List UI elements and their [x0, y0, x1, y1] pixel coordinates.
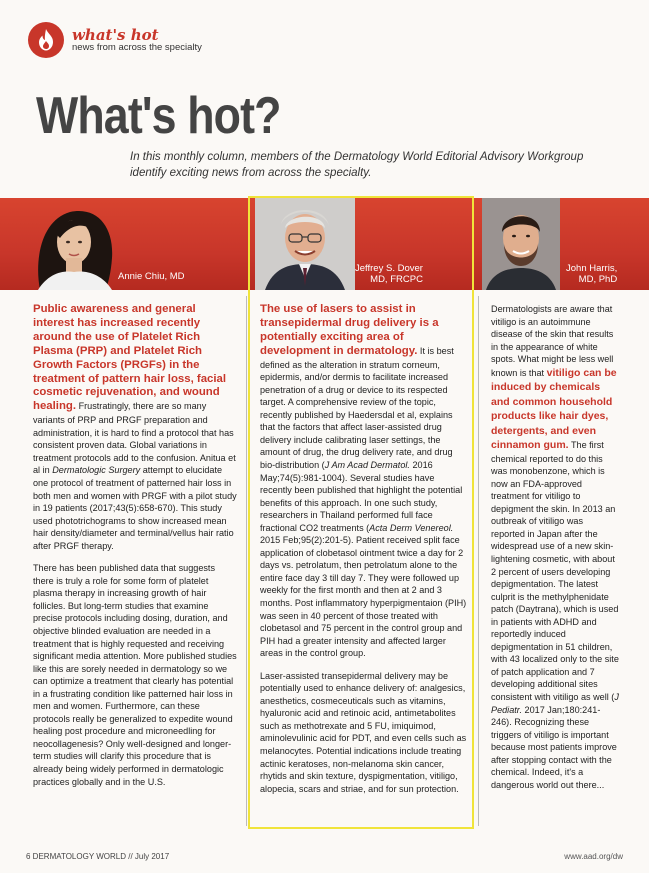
- body-text: 2017 Jan;180:241-246). Recognizing these triggers of vitiligo is important because most patients improve after stopping contact with the chemical. Indeed, it's a dangerous world out there...: [491, 704, 617, 790]
- paragraph: [33, 303, 238, 552]
- body-text: Frustratingly, there are so many variants of PRP and PRGF preparation and administration, it is hard to find a protocol that has consistent proven data. Global variations in treatment protocols add to the confusion. Anitua et al in: [33, 401, 236, 476]
- flame-icon: [28, 22, 64, 58]
- john-harris-portrait: [482, 198, 560, 290]
- contributor-name-annie-chiu: Annie Chiu, MD: [118, 271, 185, 282]
- body-text: 2015 Feb;95(2):201-5). Patient received split face application of clobetasol ointment twice a day for 2 days vs. petrolatum, then petrolatum alone to the entire face day 3 till day 7. They were followed up weekly for the first month and then at 2 and 3 months. Post inflammatory hyperpigmentaion (PIH) was seen in 40 percent of those treated with clobetasol and 75 percent in the control group and PIH had a greater intensity and affected larger areas in the control group.: [260, 535, 467, 659]
- lead-text: The use of lasers to assist in transepidermal drug delivery is a potentially exciting area of development in dermatology.: [260, 303, 439, 357]
- contributor-credentials: MD, FRCPC: [370, 273, 423, 285]
- contributor-name-line1: Jeffrey S. Dover: [355, 263, 423, 274]
- column-john-harris: [491, 303, 619, 801]
- journal-title: Dermatologic Surgery: [52, 465, 141, 476]
- column-divider: [246, 296, 247, 826]
- lead-text: Public awareness and general interest has increased recently around the use of Platelet Rich Plasma (PRP) and Platelet Rich Growth Factors (PRGFs) in the treatment of pattern hair loss, facial cosmetic rejuvenation, and wound healing.: [33, 303, 227, 413]
- footer-url: www.aad.org/dw: [564, 852, 623, 861]
- body-text: The first chemical reported to do this was monobenzone, which is now an FDA-approved treatment for vitiligo to depigment the skin. In 2013 an outbreak of vitiligo was reported in Japan after the widespread use of a new skin-lightening cosmetic, with about 2 percent of users developing depigmentation. The latest culprit is the methylphenidate patch (Daytrana), which is used in patients with ADHD and reportedly induced depigmentation in 51 children, with 43 localized only to the site of patch application and 7 developing additional sites consistent with vitiligo as well (: [491, 440, 619, 703]
- column-annie-chiu: [33, 303, 238, 798]
- body-text: attempt to elucidate one protocol of treatment of patterned hair loss in both men and women with PRGF with a pilot study in 19 patients (2017;43(5):658-670). This study used phototrichograms to show increased mean hair density/diameter and terminal/vellus hair ratio after PRGF therapy.: [33, 465, 237, 551]
- contributors-banner: [0, 198, 649, 290]
- journal-title: J Pediatr.: [491, 692, 619, 715]
- contributor-name-jeffrey-dover: [355, 264, 423, 286]
- section-title: what's hot: [72, 25, 159, 44]
- journal-title: J Am Acad Dermatol.: [324, 460, 410, 470]
- intro-text: In this monthly column, members of the Dermatology World Editorial Advisory Workgroup identify exciting news from across the specialty.: [130, 151, 584, 179]
- paragraph: [491, 303, 619, 791]
- journal-title: Acta Derm Venereol.: [369, 522, 454, 533]
- jeffrey-dover-portrait: [255, 198, 355, 290]
- contributor-name-line1: John Harris,: [566, 263, 618, 274]
- paragraph: [260, 303, 468, 660]
- column-divider: [478, 296, 479, 826]
- section-header: [28, 22, 202, 58]
- body-text: 2016 May;74(5):981-1004). Several studies have recently been published that highlight the potential benefits of this approach. In one such study, researchers in Thailand performed full face fractional CO2 treatments (: [260, 460, 463, 533]
- paragraph: Laser-assisted transepidermal delivery may be potentially used to enhance delivery of: analgesics, anesthetics, cosmeceuticals such as vitamins, hyaluronic acid and retinoic acid, antimetabolites such as methotrexate and 5 FU, imiquimod, aminolevulinic acid for PDT, and even cells such as melanocytes. Potential indications include treating actinic keratoses, non-melanoma skin cancer, rhytids and skin texture, dyspigmentation, vitiligo, alopecia, scars and striae, and for sun protection.: [260, 670, 467, 794]
- annie-chiu-portrait: [20, 198, 125, 290]
- footer-page-info: 6 DERMATOLOGY WORLD // July 2017: [26, 852, 170, 861]
- contributor-name-john-harris: [566, 264, 617, 286]
- column-jeffrey-dover: [260, 303, 468, 805]
- body-text: Dermatologists are aware that vitiligo is an autoimmune disease of the skin that results in the appearance of white spots. What might be less well known is that: [491, 304, 614, 378]
- body-text: It is best defined as the alteration in stratum corneum, epidermis, and/or dermis to facilitate increased penetration of a drug or device to its respected target. A comprehensive review of the topic, recently published by Haedersdal et al, explains that the factors that affect laser-assisted drug delivery include calibrating laser settings, the amount of drug, the drug delivery rate, and drug bio-distribution (: [260, 345, 454, 470]
- contributor-credentials: MD, PhD: [578, 273, 618, 285]
- page-title: What's hot?: [36, 87, 281, 145]
- emphasis-text: vitiligo can be induced by chemicals and common household products like hair dyes, detergents, and even cinnamon gum.: [491, 366, 617, 452]
- section-subtitle: news from across the specialty: [72, 42, 202, 54]
- paragraph: There has been published data that suggests there is truly a role for some form of platelet plasma therapy in increasing growth of hair follicles. But long-term studies that examine precise protocols including dosing, duration, and objective blinded evaluation are needed in a treatment that is highly requested and receiving significant media attention. More published studies like this are sorely needed in dermatology so we can optimize a treatment that clearly has potential in a frustrating condition like patterned hair loss in men and women. Furthermore, can these protocols really be generalized to expedite wound healing post procedure and microneedling for neocollagenesis? Only well-designed and longer-term studies will clarify this procedure that is already being widely performed in dermatologic practices globally and in the U.S.: [33, 563, 237, 787]
